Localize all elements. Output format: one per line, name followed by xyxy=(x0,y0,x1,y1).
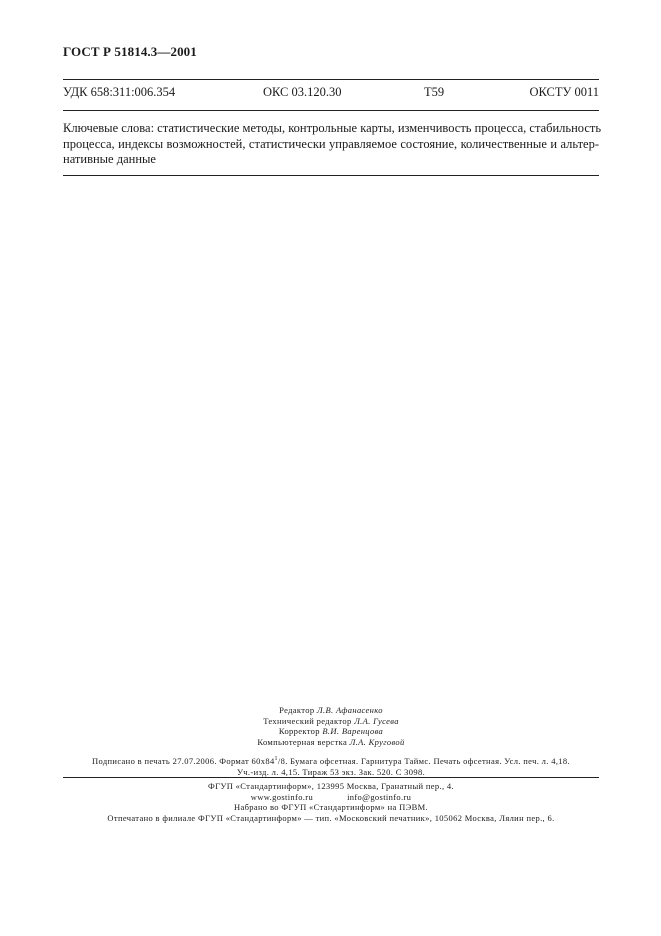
keywords-line: Ключевые слова: статистические методы, контрольные карты, изменчивость процесса, стабильность xyxy=(63,121,602,135)
editor-credit xyxy=(63,705,599,716)
okstu-code: ОКСТУ 0011 xyxy=(529,85,599,99)
print-info-text: Подписано в печать 27.07.2006. Формат 60x84 xyxy=(92,756,275,766)
credit-name: Л.В. Афанасенко xyxy=(316,705,383,715)
corrector-credit xyxy=(63,726,599,737)
udk-code: УДК 658:311:006.354 xyxy=(63,85,176,99)
publisher-block xyxy=(63,781,599,823)
keywords-paragraph xyxy=(63,121,602,168)
printed-note: Отпечатано в филиале ФГУП «Стандартинформ» — тип. «Московский печатник», 105062 Москва, Лялин пер., 6. xyxy=(107,812,555,823)
credit-label: Компьютерная верстка xyxy=(257,736,348,747)
credit-name: Л.А. Гусева xyxy=(354,715,399,726)
credit-label: Редактор xyxy=(279,705,315,715)
top-rule xyxy=(63,79,599,80)
imprint-rule xyxy=(63,777,599,778)
oks-code: ОКС 03.120.30 xyxy=(263,85,342,99)
print-info-line xyxy=(63,756,599,767)
credit-label: Технический редактор xyxy=(263,715,352,726)
keywords-line: процесса, индексы возможностей, статистически управляемое состояние, количественные и альтер- xyxy=(63,136,599,151)
editors-block xyxy=(63,705,599,747)
publisher-contacts xyxy=(63,792,599,803)
keywords-line: нативные данные xyxy=(63,152,156,166)
credit-label: Корректор xyxy=(278,726,320,736)
standard-number: ГОСТ Р 51814.3—2001 xyxy=(63,44,197,59)
credit-name: Л.А. Круговой xyxy=(349,736,405,747)
format-superscript: 1 xyxy=(274,756,278,763)
publisher-website[interactable]: www.gostinfo.ru xyxy=(250,791,314,802)
layout-credit xyxy=(63,737,599,748)
publisher-address: ФГУП «Стандартинформ», 123995 Москва, Гранатный пер., 4. xyxy=(208,781,454,791)
credit-name: В.И. Варенцова xyxy=(322,726,384,736)
typeset-note: Набрано во ФГУП «Стандартинформ» на ПЭВМ. xyxy=(234,802,428,812)
print-info-line: Уч.-изд. л. 4,15. Тираж 53 экз. Зак. 520. С 3098. xyxy=(236,766,426,777)
classification-rule xyxy=(63,110,599,111)
tech-editor-credit xyxy=(63,716,599,727)
publisher-email[interactable]: info@gostinfo.ru xyxy=(347,791,412,802)
t-code: Т59 xyxy=(424,85,445,99)
keywords-rule xyxy=(63,175,599,176)
classification-row xyxy=(63,85,599,101)
print-info-block xyxy=(63,756,599,777)
print-info-text: /8. Бумага офсетная. Гарнитура Таймс. Печать офсетная. Усл. печ. л. 4,18. xyxy=(277,756,570,766)
